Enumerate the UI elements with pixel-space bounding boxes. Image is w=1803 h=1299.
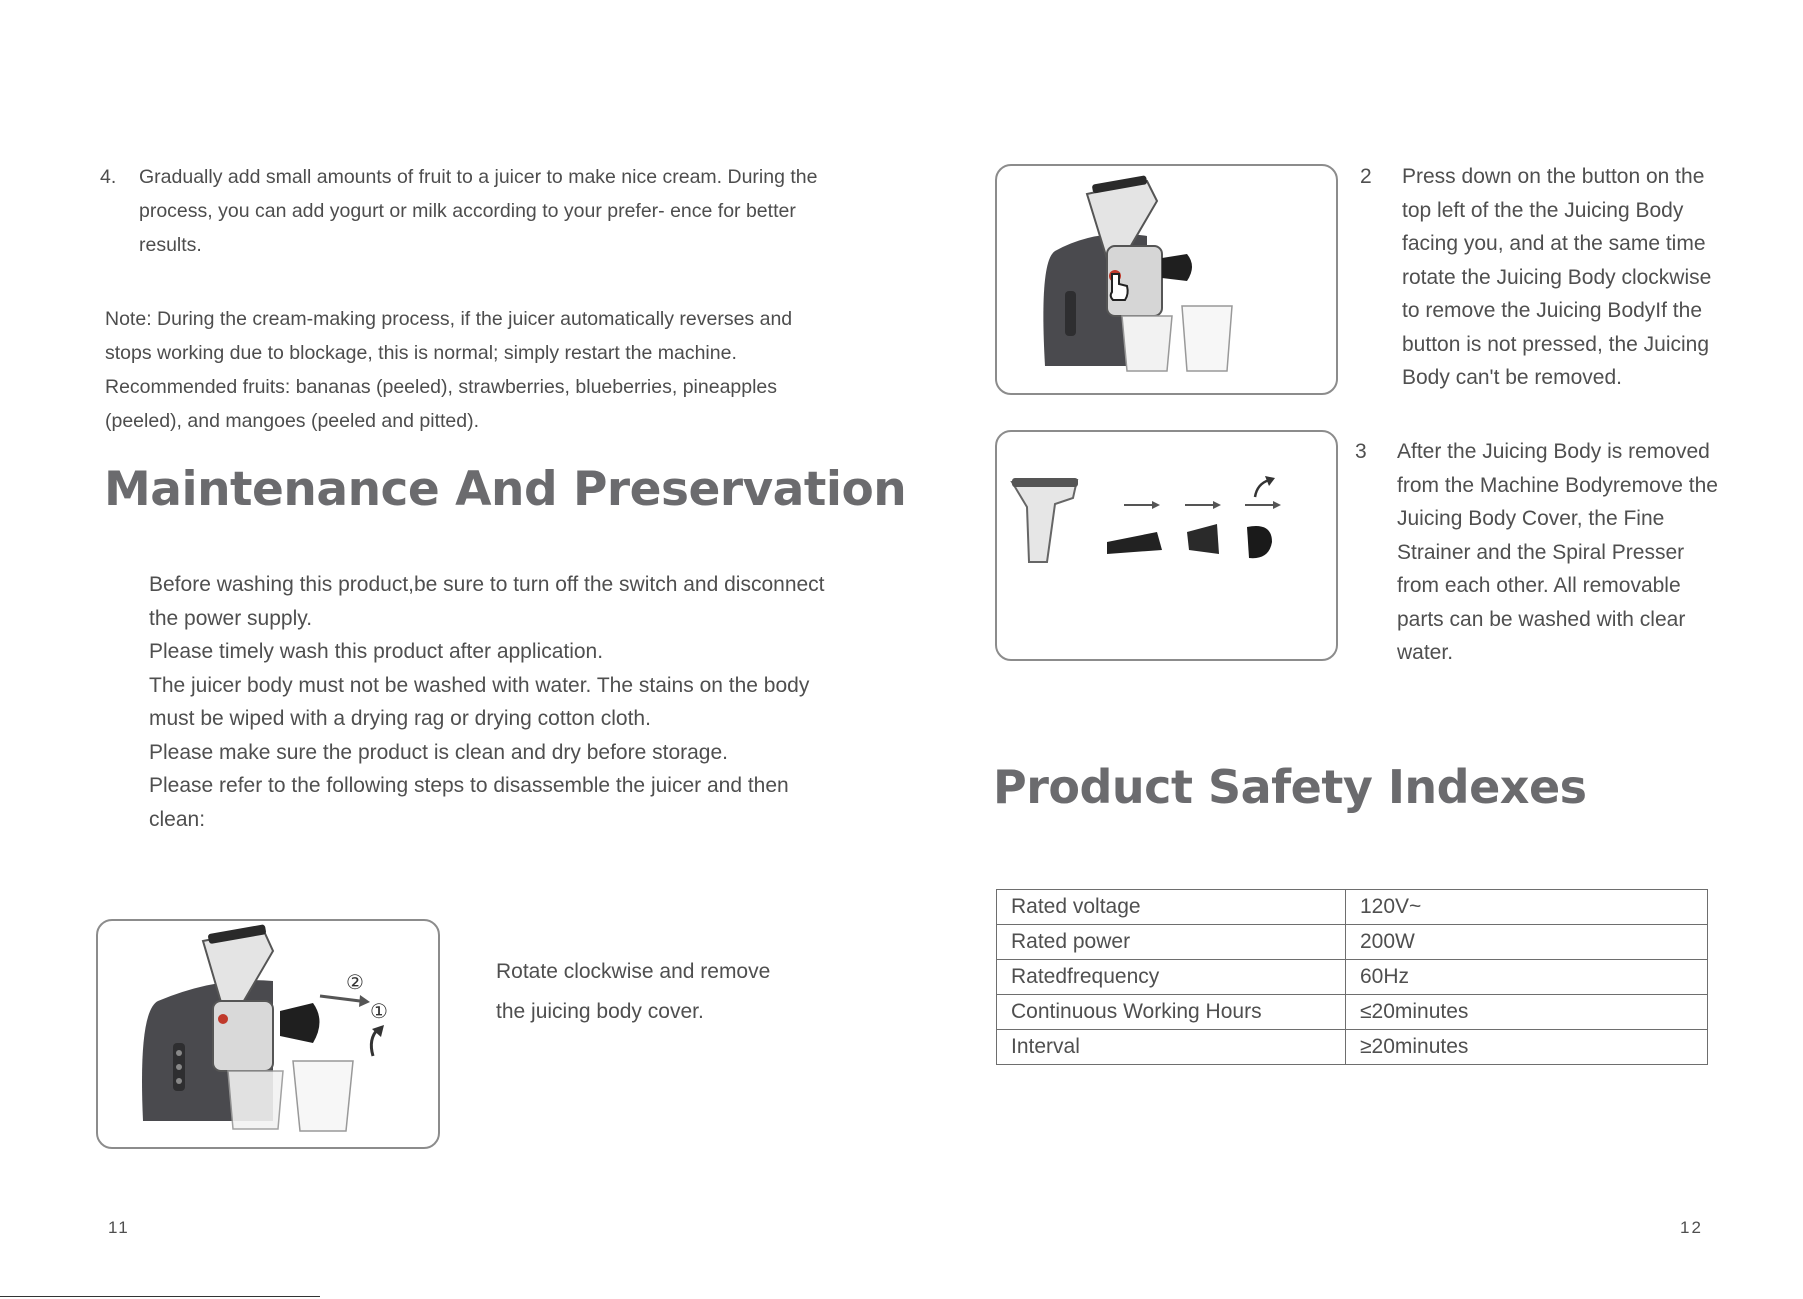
step-text: Press down on the button on the top left of the the Juicing Body facing you, and at the same time rotate the Juicing Body clockwise to remove the Juicing BodyIf the button is not pressed, the Juicing Body can't be removed. — [1402, 165, 1712, 389]
arrow-right-icon — [1185, 501, 1221, 509]
caption-line: Rotate clockwise and remove — [496, 960, 771, 983]
note-paragraph: Note: During the cream-making process, if the juicer automatically reverses and stops working due to blockage, this is normal; simply restart the machine. Recommended fruits: bananas (peeled), strawberries, blueberries, pineapples (peeled), and mangoes (peeled and pitted). — [105, 308, 793, 432]
juicer-illustration — [997, 166, 1336, 393]
figure-disassembled-parts — [995, 430, 1338, 661]
arrow-right-icon — [1124, 501, 1160, 509]
rotate-arrow-icon — [1255, 480, 1269, 497]
maintenance-paragraph: Before washing this product,be sure to turn off the switch and disconnect the power supply. — [149, 573, 825, 630]
safety-heading: Product Safety Indexes — [993, 760, 1587, 814]
spec-label: Rated voltage — [997, 890, 1346, 925]
spec-value: ≤20minutes — [1346, 995, 1708, 1030]
step-number: 3 — [1355, 440, 1367, 463]
step-number: 4. — [100, 166, 117, 188]
juicer-illustration — [98, 921, 438, 1147]
table-row — [997, 1030, 1708, 1065]
figure-caption — [496, 952, 836, 1032]
spec-label: Interval — [997, 1030, 1346, 1065]
disassembled-parts-illustration — [997, 432, 1336, 659]
arrow-right-icon — [1245, 501, 1281, 509]
spec-value: 200W — [1346, 925, 1708, 960]
maintenance-body — [149, 568, 829, 836]
figure-remove-juicing-body — [995, 164, 1338, 395]
spec-value: 60Hz — [1346, 960, 1708, 995]
maintenance-heading: Maintenance And Preservation — [104, 462, 907, 517]
spec-value: 120V~ — [1346, 890, 1708, 925]
footer-rule — [0, 1296, 320, 1297]
spec-label: Rated power — [997, 925, 1346, 960]
step-text: After the Juicing Body is removed from the Machine Bodyremove the Juicing Body Cover, the Fine Strainer and the Spiral Presser from each other. All removable parts can be washed with clear water. — [1397, 440, 1718, 664]
caption-line: the juicing body cover. — [496, 1000, 704, 1023]
maintenance-paragraph: Please refer to the following steps to disassemble the juicer and then clean: — [149, 774, 789, 831]
table-row — [997, 960, 1708, 995]
spec-label: Continuous Working Hours — [997, 995, 1346, 1030]
marker-1: ① — [370, 999, 388, 1023]
page-number: 11 — [108, 1218, 130, 1237]
spec-value: ≥20minutes — [1346, 1030, 1708, 1065]
table-row — [997, 925, 1708, 960]
figure-remove-cover — [96, 919, 440, 1149]
table-row — [997, 890, 1708, 925]
maintenance-paragraph: Please timely wash this product after application. — [149, 640, 604, 663]
step-text: Gradually add small amounts of fruit to a juicer to make nice cream. During the process, you can add yogurt or milk according to your prefer- ence for better results. — [139, 166, 818, 256]
table-row — [997, 995, 1708, 1030]
step-3 — [1355, 435, 1720, 670]
maintenance-paragraph: Please make sure the product is clean and dry before storage. — [149, 740, 728, 764]
marker-2: ② — [346, 970, 364, 994]
spec-label: Ratedfrequency — [997, 960, 1346, 995]
maintenance-paragraph: The juicer body must not be washed with water. The stains on the body must be wiped with a drying rag or drying cotton cloth. — [149, 673, 810, 730]
step-2 — [1360, 160, 1720, 395]
step-4 — [100, 160, 820, 262]
step-number: 2 — [1360, 165, 1372, 188]
spec-table — [996, 889, 1708, 1065]
page-number: 12 — [1680, 1218, 1703, 1237]
